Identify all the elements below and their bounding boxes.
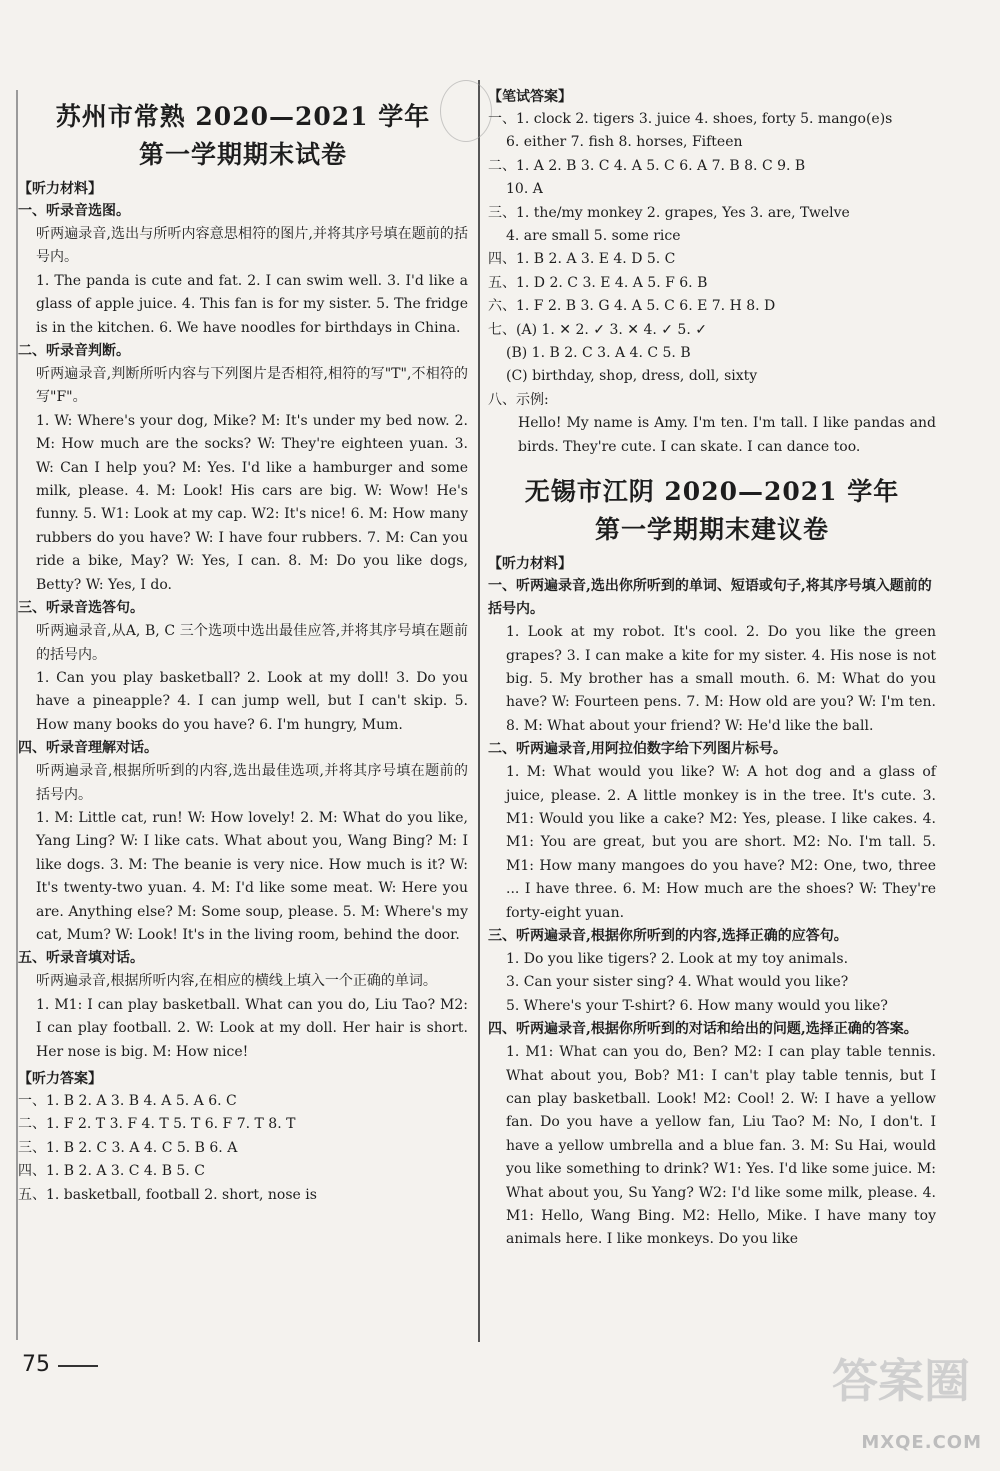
section-2-script: 1. W: Where's your dog, Mike? M: It's under my bed now. 2. M: How much are the socks? W: They're eighteen yuan. 3. W: Can I help you? M: Yes. I'd like a hamburger and some milk, please. 4. M: Look! His cars are big. W: Wow! He's funny. 5. W1: Look at my cap. W2: It's nice! 6. M: How many rubbers do you have? W: I have four rubbers. 7. M: Can you ride a bike, May? W: Yes, I can. 8. M: Do you like dogs, Betty? W: Yes, I do. bbox=[36, 412, 468, 593]
written-row-5: 五、1. D 2. C 3. E 4. A 5. F 6. B bbox=[488, 274, 708, 291]
page-number: 75 bbox=[22, 1352, 50, 1377]
exam-title-wuxi bbox=[488, 473, 936, 549]
left-column bbox=[18, 0, 468, 1207]
right-column bbox=[488, 0, 936, 1252]
section-3-instructions: 听两遍录音,从A, B, C 三个选项中选出最佳应答,并将其序号填在题前的括号内。 bbox=[36, 623, 468, 663]
watermark-url: MXQE.COM bbox=[861, 1432, 982, 1453]
section-1-heading: 一、听两遍录音,选出你所听到的单词、短语或句子,将其序号填入题前的括号内。 bbox=[488, 578, 932, 618]
title-line-2: 第一学期期末试卷 bbox=[138, 140, 347, 169]
answer-row-1: 一、1. B 2. A 3. B 4. A 5. A 6. C bbox=[18, 1093, 237, 1109]
listening-material-label: 【听力材料】 bbox=[18, 181, 102, 197]
written-row-1b: 6. either 7. fish 8. horses, Fifteen bbox=[506, 134, 743, 151]
section-2-instructions: 听两遍录音,判断所听内容与下列图片是否相符,相符的写"T",不相符的写"F"。 bbox=[36, 366, 468, 406]
written-answers-label: 【笔试答案】 bbox=[488, 89, 572, 105]
listening-answers-label: 【听力答案】 bbox=[18, 1071, 102, 1087]
written-row-3b: 4. are small 5. some rice bbox=[506, 228, 681, 245]
section-3-line-3: 5. Where's your T-shirt? 6. How many would you like? bbox=[506, 997, 888, 1014]
section-3-script: 1. Can you play basketball? 2. Look at my doll! 3. Do you have a pineapple? 4. I can jump well, but I can't skip. 5. How many books do you have? 6. I'm hungry, Mum. bbox=[36, 669, 468, 733]
answer-row-4: 四、1. B 2. A 3. C 4. B 5. C bbox=[18, 1163, 205, 1180]
section-5-heading: 五、听录音填对话。 bbox=[18, 950, 144, 967]
listening-material-label: 【听力材料】 bbox=[488, 556, 572, 573]
written-row-7b: (B) 1. B 2. C 3. A 4. C 5. B bbox=[506, 345, 691, 362]
exam-title-suzhou bbox=[18, 98, 468, 174]
section-3-heading: 三、听两遍录音,根据你所听到的内容,选择正确的应答句。 bbox=[488, 927, 848, 944]
answer-row-3: 三、1. B 2. C 3. A 4. C 5. B 6. A bbox=[18, 1139, 238, 1156]
section-1-script: 1. Look at my robot. It's cool. 2. Do you like the green grapes? 3. I can make a kite for my sister. 4. His nose is not big. 5. My brother has a small mouth. 6. M: What do you have? W: Fourteen pens. 7. M: How old are you? W: I'm ten. 8. M: What about your friend? W: He'd like the ball. bbox=[506, 624, 936, 734]
writing-sample: Hello! My name is Amy. I'm ten. I'm tall. I like pandas and birds. They're cute. I can skate. I can dance too. bbox=[518, 415, 936, 455]
column-divider bbox=[478, 80, 480, 1342]
answer-row-5: 五、1. basketball, football 2. short, nose is bbox=[18, 1186, 317, 1203]
answer-row-2: 二、1. F 2. T 3. F 4. T 5. T 6. F 7. T 8. T bbox=[18, 1116, 296, 1133]
section-3-line-2: 3. Can your sister sing? 4. What would you like? bbox=[506, 974, 849, 991]
written-row-6: 六、1. F 2. B 3. G 4. A 5. C 6. E 7. H 8. D bbox=[488, 298, 776, 315]
section-4-instructions: 听两遍录音,根据所听到的内容,选出最佳选项,并将其序号填在题前的括号内。 bbox=[36, 763, 468, 803]
section-2-script: 1. M: What would you like? W: A hot dog and a glass of juice, please. 2. A little monkey is in the tree. It's cute. 3. M1: Would you like a cake? M2: Yes, please. I like cakes. 4. M1: You are great, but you are short. M2: No. I'm tall. 5. M1: How many mangoes do you have? M2: One, two, three ... I have three. 6. M: How much are the shoes? W: They're forty-eight yuan. bbox=[506, 764, 936, 921]
title-line-1: 无锡市江阴 2020—2021 学年 bbox=[524, 477, 900, 507]
page-number-dash bbox=[58, 1365, 98, 1367]
written-row-2b: 10. A bbox=[506, 181, 543, 198]
written-row-1a: 一、1. clock 2. tigers 3. juice 4. shoes, forty 5. mango(e)s bbox=[488, 111, 893, 127]
section-4-script: 1. M: Little cat, run! W: How lovely! 2. M: What do you like, Yang Ling? W: I like cats. What about you, Wang Bing? M: I like dogs. 3. M: The beanie is very nice. How much is it? W: It's twenty-two yuan. 4. M: I'd like some meat. W: Here you are. Anything else? M: Some soup, please. 5. M: Where's my cat, Mum? W: Look! It's in the living room, behind the door. bbox=[36, 809, 468, 943]
section-3-line-1: 1. Do you like tigers? 2. Look at my toy animals. bbox=[506, 950, 849, 967]
title-line-2: 第一学期期末建议卷 bbox=[594, 515, 829, 545]
written-row-3a: 三、1. the/my monkey 2. grapes, Yes 3. are, Twelve bbox=[488, 204, 850, 221]
section-1-instructions: 听两遍录音,选出与所听内容意思相符的图片,并将其序号填在题前的括号内。 bbox=[36, 226, 468, 266]
section-4-heading: 四、听录音理解对话。 bbox=[18, 740, 158, 757]
section-2-heading: 二、听两遍录音,用阿拉伯数字给下列图片标号。 bbox=[488, 741, 787, 758]
section-4-heading: 四、听两遍录音,根据你所听到的对话和给出的问题,选择正确的答案。 bbox=[488, 1021, 918, 1038]
watermark-logo: 答案圈 bbox=[832, 1354, 970, 1408]
section-5-script: 1. M1: I can play basketball. What can you do, Liu Tao? M2: I can play football. 2. W: Look at my doll. Her hair is short. Her nose is big. M: How nice! bbox=[36, 996, 468, 1060]
section-2-heading: 二、听录音判断。 bbox=[18, 343, 130, 360]
title-line-1: 苏州市常熟 2020—2021 学年 bbox=[55, 102, 431, 131]
written-row-8: 八、示例: bbox=[488, 391, 549, 408]
written-row-7a: 七、(A) 1. ✕ 2. ✓ 3. ✕ 4. ✓ 5. ✓ bbox=[488, 321, 707, 338]
written-row-4: 四、1. B 2. A 3. E 4. D 5. C bbox=[488, 251, 676, 268]
section-3-heading: 三、听录音选答句。 bbox=[18, 600, 144, 617]
section-1-script: 1. The panda is cute and fat. 2. I can swim well. 3. I'd like a glass of apple juice. 4. This fan is for my sister. 5. The fridge is in the kitchen. 6. We have noodles for birthdays in China. bbox=[36, 272, 468, 336]
written-row-2a: 二、1. A 2. B 3. C 4. A 5. C 6. A 7. B 8. C 9. B bbox=[488, 157, 806, 174]
section-4-script: 1. M1: What can you do, Ben? M2: I can play table tennis. What about you, Bob? M1: I can't play table tennis, but I can play basketball. Look! M2: Cool! 2. W: I have a yellow fan. Do you have a yellow fan, Liu Tao? M: No, I don't. I have a yellow umbrella and a blue fan. 3. M: Su Hai, would you like something to drink? W1: Yes. I'd like some juice. M: What about you, Su Yang? W2: I'd like some milk, please. 4. M1: Hello, Wang Bing. M2: Hello, Mike. I have many toy animals here. I like monkeys. Do you like bbox=[506, 1044, 936, 1248]
section-5-instructions: 听两遍录音,根据所听内容,在相应的横线上填入一个正确的单词。 bbox=[36, 973, 437, 990]
written-row-7c: (C) birthday, shop, dress, doll, sixty bbox=[506, 368, 758, 385]
section-1-heading: 一、听录音选图。 bbox=[18, 203, 130, 219]
